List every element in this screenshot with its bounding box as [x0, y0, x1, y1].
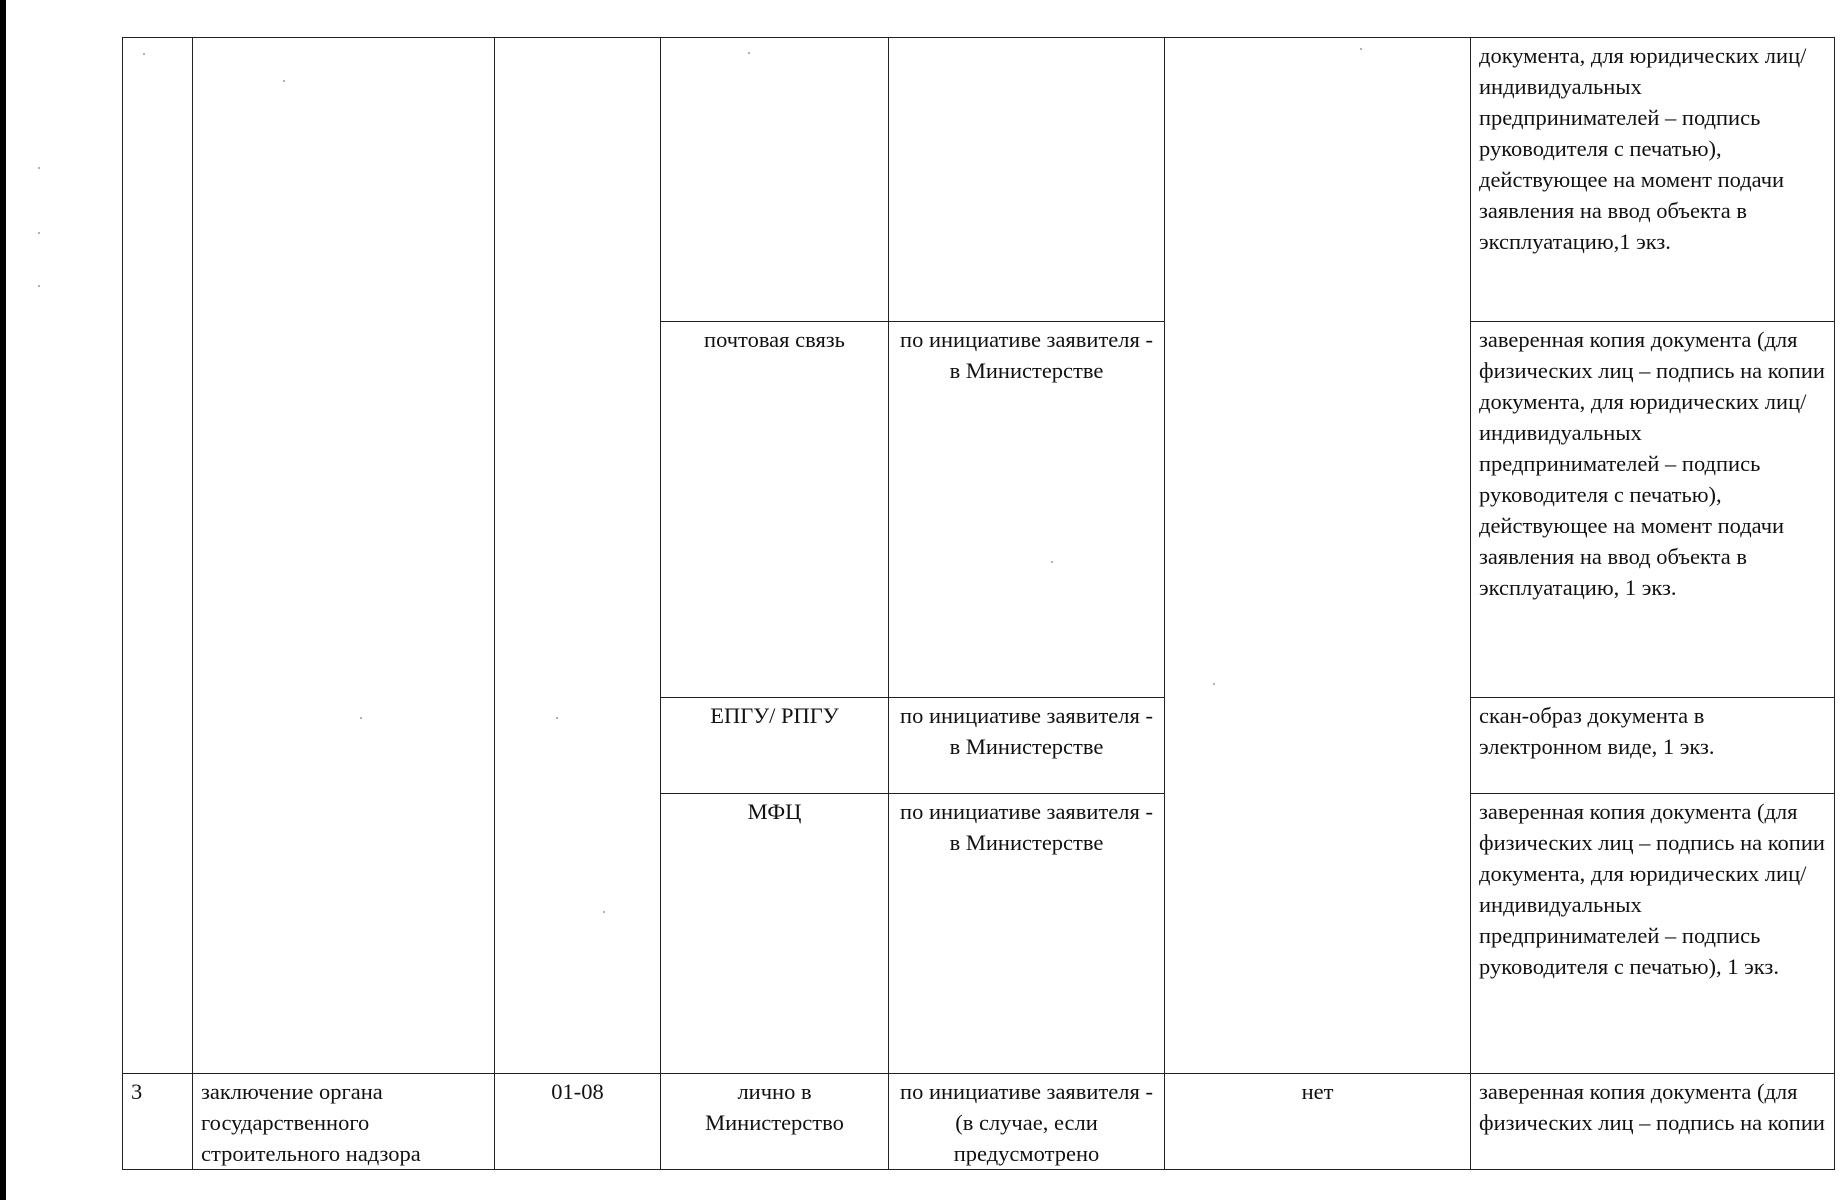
initiative-cell: по инициативе заявителя - в Министерстве — [889, 698, 1165, 794]
answer-cell: нет — [1165, 1074, 1471, 1170]
number-cell-empty — [123, 38, 193, 1074]
document-name-cell: заключение органа государственного строительного надзора — [193, 1074, 495, 1170]
document-requirements-cell: заверенная копия документа (для физических лиц – подпись на копии — [1471, 1074, 1835, 1170]
initiative-cell: по инициативе заявителя - в Министерстве — [889, 794, 1165, 1074]
code-cell-empty — [495, 38, 661, 1074]
name-cell-empty — [193, 38, 495, 1074]
page-edge-line — [0, 0, 6, 1200]
submission-method-cell: ЕПГУ/ РПГУ — [661, 698, 889, 794]
code-cell: 01-08 — [495, 1074, 661, 1170]
document-table — [122, 37, 1835, 1170]
initiative-cell-empty — [889, 38, 1165, 322]
document-requirements-cell: заверенная копия документа (для физических лиц – подпись на копии документа, для юридических лиц/индивидуальных предпринимателей – подпись руководителя с печатью), действующее на момент подачи заявления на ввод объекта в эксплуатацию, 1 экз. — [1471, 322, 1835, 698]
table-row — [123, 1074, 1835, 1170]
submission-method-cell: почтовая связь — [661, 322, 889, 698]
document-requirements-cell: документа, для юридических лиц/индивидуальных предпринимателей – подпись руководителя с печатью), действующее на момент подачи заявления на ввод объекта в эксплуатацию,1 экз. — [1471, 38, 1835, 322]
scan-speck — [38, 167, 40, 169]
scan-speck — [38, 232, 40, 234]
submission-method-cell: лично в Министерство — [661, 1074, 889, 1170]
answer-cell-empty — [1165, 38, 1471, 1074]
initiative-cell: по инициативе заявителя - в Министерстве — [889, 322, 1165, 698]
table-row — [123, 38, 1835, 322]
submission-method-cell: МФЦ — [661, 794, 889, 1074]
initiative-cell: по инициативе заявителя - (в случае, если предусмотрено — [889, 1074, 1165, 1170]
document-requirements-cell: скан-образ документа в электронном виде, 1 экз. — [1471, 698, 1835, 794]
method-cell-empty — [661, 38, 889, 322]
row-number-cell: 3 — [123, 1074, 193, 1170]
scan-speck — [38, 285, 40, 287]
document-requirements-cell: заверенная копия документа (для физических лиц – подпись на копии документа, для юридических лиц/индивидуальных предпринимателей – подпись руководителя с печатью), 1 экз. — [1471, 794, 1835, 1074]
